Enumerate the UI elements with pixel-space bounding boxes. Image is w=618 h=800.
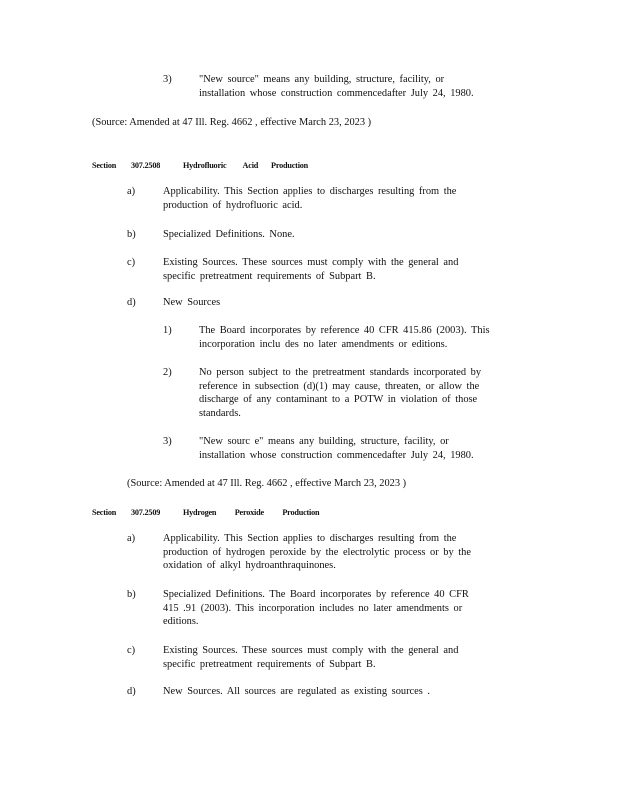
- subitem-number: 3): [163, 436, 172, 447]
- subitem-number: 2): [163, 367, 172, 378]
- section-number: 307.2508: [131, 161, 161, 170]
- section-title: Hydrogen Peroxide Production: [183, 508, 320, 517]
- source-note: (Source: Amended at 47 Ill. Reg. 4662 , effective March 23, 2023 ): [127, 478, 407, 489]
- item-text: Existing Sources. These sources must comply with the general and specific pretreatment requirements of Subpart B.: [163, 645, 459, 670]
- item-text: "New source" means any building, structure, facility, or installation whose construction commencedafter July 24, 1980.: [199, 74, 474, 99]
- source-note: (Source: Amended at 47 Ill. Reg. 4662 , effective March 23, 2023 ): [92, 117, 372, 128]
- item-text: New Sources: [163, 297, 221, 308]
- section-word: Section: [92, 508, 117, 517]
- item-letter: d): [127, 686, 136, 697]
- item-text: New Sources. All sources are regulated as existing sources .: [163, 686, 431, 697]
- item-text: Specialized Definitions. The Board incorporates by reference 40 CFR 415 .91 (2003). This incorporation includes no later amendments or editions.: [163, 589, 469, 628]
- subitem-text: The Board incorporates by reference 40 CFR 415.86 (2003). This incorporation inclu des no later amendments or editions.: [199, 325, 490, 350]
- item-letter: b): [127, 229, 136, 240]
- item-letter: c): [127, 645, 136, 656]
- item-letter: a): [127, 533, 136, 544]
- item-number: 3): [163, 74, 172, 85]
- subitem-number: 1): [163, 325, 172, 336]
- subitem-text: No person subject to the pretreatment standards incorporated by reference in subsection (d)(1) may cause, threaten, or allow the discharge of any contaminant to a POTW in violation of those standards.: [199, 367, 482, 419]
- section-number: 307.2509: [131, 508, 161, 517]
- item-text: Applicability. This Section applies to discharges resulting from the production of hydrofluoric acid.: [163, 186, 457, 211]
- item-letter: b): [127, 589, 136, 600]
- item-letter: a): [127, 186, 136, 197]
- section-title: Hydrofluoric Acid Production: [183, 161, 309, 170]
- section-word: Section: [92, 161, 117, 170]
- item-text: Existing Sources. These sources must comply with the general and specific pretreatment requirements of Subpart B.: [163, 257, 459, 282]
- item-letter: d): [127, 297, 136, 308]
- item-letter: c): [127, 257, 136, 268]
- item-text: Applicability. This Section applies to discharges resulting from the production of hydrogen peroxide by the electrolytic process or by the oxidation of alkyl hydroanthraquinones.: [163, 533, 471, 572]
- item-text: Specialized Definitions. None.: [163, 229, 295, 240]
- subitem-text: "New sourc e" means any building, structure, facility, or installation whose construction commencedafter July 24, 1980.: [199, 436, 474, 461]
